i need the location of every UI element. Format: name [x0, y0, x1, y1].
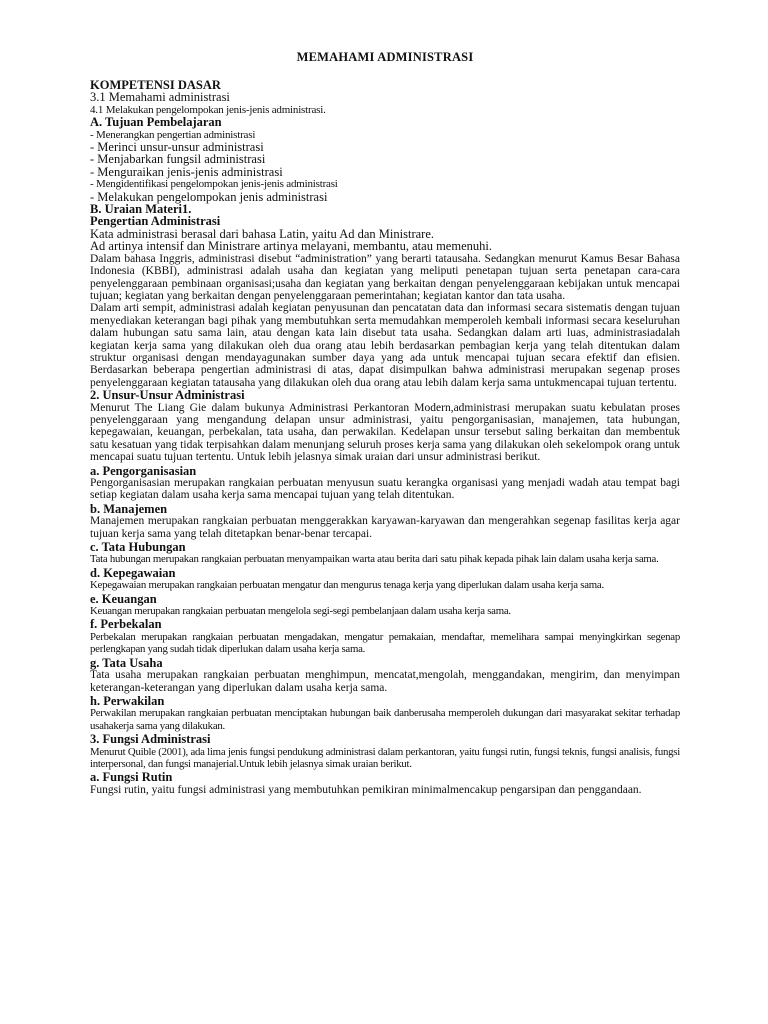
paragraph: Dalam bahasa Inggris, administrasi disebut “administration” yang berarti tatausaha. Sedangkan menurut Kamus Besar Bahasa Indonesia (KBBI), administrasi adalah usaha dan kegiatan yang meliputi penetapan tujuan serta penetapan cara-cara penyelenggaraan pembinaan organisasi;usaha dan kegiatan yang berkaitan dengan penyelenggaraan kebijakan untuk mencapai tujuan; kegiatan yang berkaitan dengan penyelenggaraan pemerintahan; kegiatan kantor dan tata usaha.: [90, 252, 680, 302]
unsur-d-heading: d. Kepegawaian: [90, 565, 176, 580]
paragraph: Kata administrasi berasal dari bahasa Latin, yaitu Ad dan Ministrare.: [90, 226, 434, 241]
tujuan-item: - Merinci unsur-unsur administrasi: [90, 140, 264, 155]
tujuan-item: - Mengidentifikasi pengelompokan jenis-jenis administrasi: [90, 178, 338, 191]
document-title: MEMAHAMI ADMINISTRASI: [296, 50, 474, 64]
unsur-h-heading: h. Perwakilan: [90, 693, 165, 708]
kompetensi-item: 3.1 Memahami administrasi: [90, 90, 230, 105]
document-page: [90, 50, 680, 796]
paragraph: Perwakilan merupakan rangkaian perbuatan menciptakan hubungan baik danberusaha memperoleh dukungan dari masyarakat sekitar terhadap usahakerja sama yang dilakukan.: [90, 707, 680, 732]
pengertian-heading: Pengertian Administrasi: [90, 214, 221, 229]
paragraph: Tata usaha merupakan rangkaian perbuatan menghimpun, mencatat,mengolah, menggandakan, mengirim, dan menyimpan keterangan-keterangan yang diperlukan dalam usaha kerja sama.: [90, 669, 680, 694]
unsur-f-heading: f. Perbekalan: [90, 617, 162, 632]
paragraph: Menurut The Liang Gie dalam bukunya Administrasi Perkantoran Modern,administrasi merupakan suatu kebulatan proses penyelenggaraan yang mengandung delapan unsur administrasi, yaitu pengorganisasian, manajemen, tata hubungan, kepegawaian, keuangan, perbekalan, tata usaha, dan perwakilan. Kedelapan unsur tersebut saling berkaitan dan membentuk satu kesatuan yang tidak terpisahkan dalam menunjang seluruh proses kerja sama yang dilakukan oleh sekelompok orang untuk mencapai suatu tujuan tertentu. Untuk lebih jelasnya simak uraian dari unsur administrasi berikut.: [90, 401, 680, 464]
tujuan-item: - Menguraikan jenis-jenis administrasi: [90, 164, 283, 179]
fungsi-heading: 3. Fungsi Administrasi: [90, 732, 211, 747]
tujuan-item: - Melakukan pengelompokan jenis administrasi: [90, 189, 328, 204]
paragraph: Manajemen merupakan rangkaian perbuatan menggerakkan karyawan-karyawan dan mengerahkan segenap fasilitas kerja agar tujuan kerja sama yang telah ditetapkan benar-benar tercapai.: [90, 515, 680, 540]
paragraph: Dalam arti sempit, administrasi adalah kegiatan penyusunan dan pencatatan data dan informasi secara sistematis dengan tujuan menyediakan keterangan bagi pihak yang membutuhkan serta memudahkan memperoleh kembali informasi secara keseluruhan dalam hubungan satu sama lain, atau dengan kata lain disebut tata usaha. Sedangkan dalam arti luas, administrasiadalah kegiatan kerja sama yang dilakukan oleh dua orang atau lebih berdasarkan pembagian kerja yang telah ditentukan dalam struktur organisasi dengan mendayagunakan sumber daya yang ada untuk mencapai tujuan secara efektif dan efisien. Berdasarkan beberapa pengertian administrasi di atas, dapat disimpulkan bahwa administrasi merupakan segenap proses penyelenggaraan kegiatan tatausaha yang dilakukan oleh dua orang atau lebih dalam kerja sama untukmencapai tujuan tertentu.: [90, 302, 680, 389]
paragraph: Perbekalan merupakan rangkaian perbuatan mengadakan, mengatur pemakaian, mendaftar, memelihara sampai menyingkirkan segenap perlengkapan yang sudah tidak diperlukan dalam usaha kerja sama.: [90, 630, 680, 656]
paragraph: Fungsi rutin, yaitu fungsi administrasi yang membutuhkan pemikiran minimalmencakup pengarsipan dan penggandaan.: [90, 783, 642, 796]
paragraph: Pengorganisasian merupakan rangkaian perbuatan menyusun suatu kerangka organisasi yang menjadi wadah atau tempat bagi setiap kegiatan dalam usaha kerja sama mencapai tujuan yang telah ditentukan.: [90, 477, 680, 502]
paragraph: Keuangan merupakan rangkaian perbuatan mengelola segi-segi pembelanjaan dalam usaha kerja sama.: [90, 605, 511, 618]
tujuan-item: - Menjabarkan fungsil administrasi: [90, 152, 266, 167]
unsur-e-heading: e. Keuangan: [90, 591, 157, 606]
paragraph: Menurut Quible (2001), ada lima jenis fungsi pendukung administrasi dalam perkantoran, yaitu fungsi rutin, fungsi teknis, fungsi analisis, fungsi interpersonal, dan fungsi manajerial.Untuk lebih jelasnya simak uraian berikut.: [90, 745, 680, 770]
unsur-c-heading: c. Tata Hubungan: [90, 540, 186, 555]
paragraph: Kepegawaian merupakan rangkaian perbuatan mengatur dan mengurus tenaga kerja yang diperlukan dalam usaha kerja sama.: [90, 579, 604, 592]
uraian-heading: B. Uraian Materi1.: [90, 202, 192, 217]
unsur-a-heading: a. Pengorganisasian: [90, 463, 197, 478]
tujuan-item: - Menerangkan pengertian administrasi: [90, 128, 256, 141]
kompetensi-heading: KOMPETENSI DASAR: [90, 78, 221, 92]
fungsi-a-heading: a. Fungsi Rutin: [90, 770, 173, 785]
paragraph: Ad artinya intensif dan Ministrare artinya melayani, membantu, atau memenuhi.: [90, 239, 492, 254]
tujuan-heading: A. Tujuan Pembelajaran: [90, 115, 222, 130]
unsur-b-heading: b. Manajemen: [90, 501, 168, 516]
kompetensi-item: 4.1 Melakukan pengelompokan jenis-jenis administrasi.: [90, 103, 326, 116]
unsur-g-heading: g. Tata Usaha: [90, 655, 163, 670]
unsur-heading: 2. Unsur-Unsur Administrasi: [90, 388, 245, 403]
paragraph: Tata hubungan merupakan rangkaian perbuatan menyampaikan warta atau berita dari satu pihak kepada pihak lain dalam usaha kerja sama.: [90, 553, 659, 566]
